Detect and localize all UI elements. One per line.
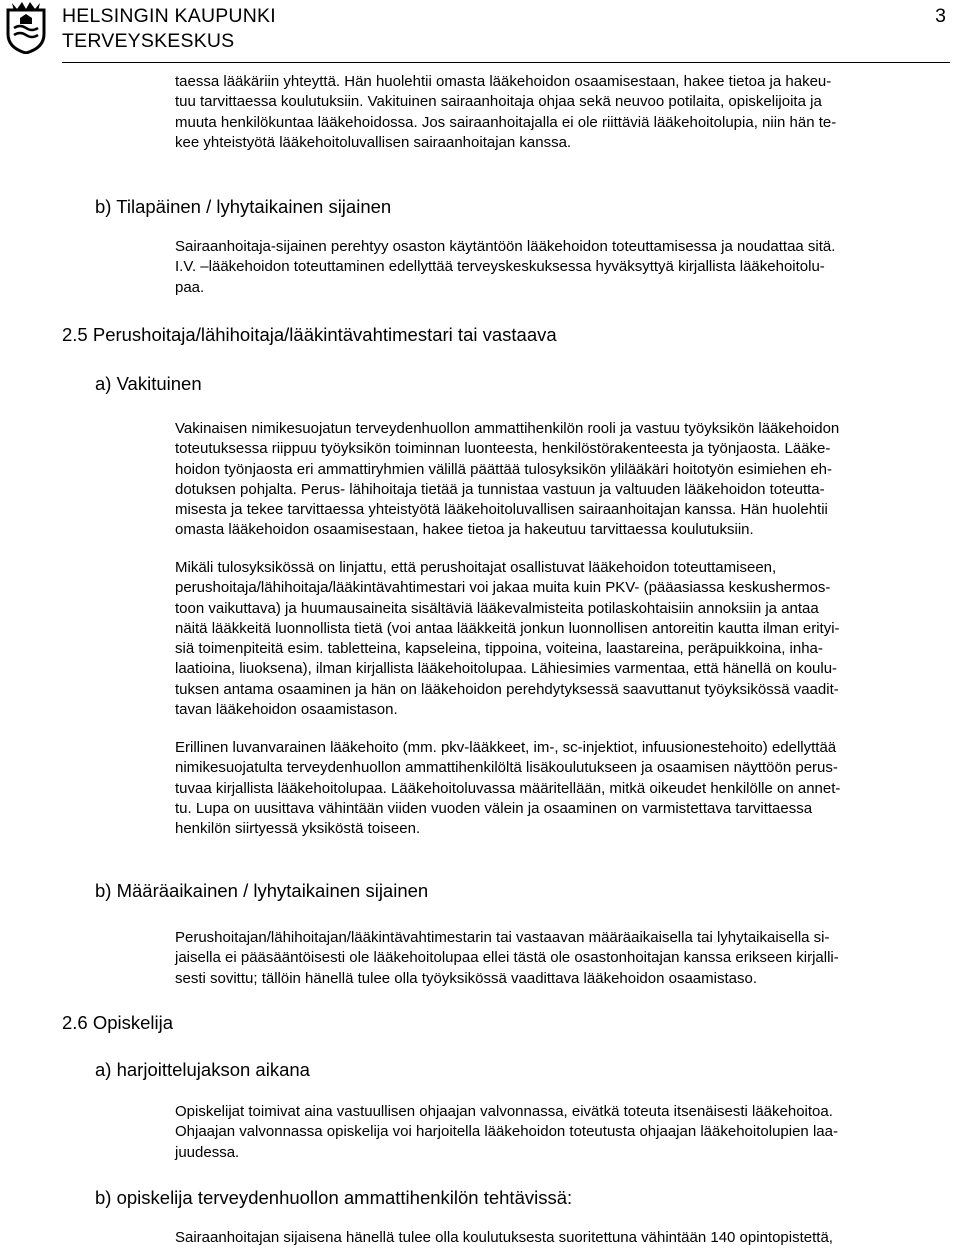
subheading-temporary-substitute: b) Tilapäinen / lyhytaikainen sijainen bbox=[95, 196, 392, 217]
organization-department: TERVEYSKESKUS bbox=[62, 30, 235, 52]
subheading-fixed-term-substitute: b) Määräaikainen / lyhytaikainen sijainen bbox=[95, 880, 429, 901]
paragraph-licensed-medication: Erillinen luvanvarainen lääkehoito (mm. pkv-lääkkeet, im-, sc-injektiot, infuusionestehoito) edellyttää nimikesuojatulta terveydenhuollon ammattihenkilöltä lisäkoulutukseen ja osaamisen näyttöön perus- tuvaa kirjallista lääkehoitolupaa. Lääkehoitoluvassa määritellään, mitkä oikeudet henkilölle on annet- tu. Lupa on uusittava vähintään viiden vuoden välein ja osaaminen on varmistettava tarvittaessa henkilön siirtyessä yksiköstä toiseen. bbox=[175, 739, 841, 838]
header-divider bbox=[62, 62, 950, 63]
subheading-during-internship: a) harjoittelujakson aikana bbox=[95, 1059, 310, 1080]
subheading-permanent: a) Vakituinen bbox=[95, 373, 202, 394]
section-heading-2-6: 2.6 Opiskelija bbox=[62, 1012, 174, 1033]
helsinki-crest-icon bbox=[0, 0, 52, 54]
page-header bbox=[0, 0, 960, 58]
paragraph-medication-distribution: Mikäli tulosyksikössä on linjattu, että perushoitajat osallistuvat lääkehoidon toteuttamiseen, perushoitaja/lähihoitaja/lääkintävahtimestari voi jakaa muita kuin PKV- (pääasiassa keskushermos- toon vaikuttava) ja huumausaineita sisältäviä lääkevalmisteita potilaskohtaisiin annoksiin ja antaa näitä lääkkeitä luonnollista tietä (voi antaa lääkkeitä jonkun luonnollisen antoreitin kautta ilman erityi- siä toimenpiteitä esim. tabletteina, kapseleina, tippoina, voiteina, laastareina, peräpuikkoina, inha- laatioina, liuoksena), ilman kirjallista lääkehoitolupaa. Lähiesimies varmentaa, että hänellä on koulu- tuksen antama osaaminen ja hän on lääkehoidon perehdytyksessä saavuttanut työyksikössä vaadit- tavan lääkehoidon osaamistason. bbox=[175, 559, 840, 719]
subheading-student-professional-duties: b) opiskelija terveydenhuollon ammattihenkilön tehtävissä: bbox=[95, 1187, 573, 1208]
organization-city: HELSINGIN KAUPUNKI bbox=[62, 5, 276, 27]
paragraph-student-professional-duties: Sairaanhoitajan sijaisena hänellä tulee olla koulutuksesta suoritettuna vähintään 140 opintopistettä, bbox=[175, 1229, 833, 1246]
paragraph-fixed-term-substitute: Perushoitajan/lähihoitajan/lääkintävahtimestarin tai vastaavan määräaikaisella tai lyhytaikaisella si- jaisella ei pääsääntöisesti ole lääkehoitolupaa ellei tästä ole osastonhoitajan kanssa erikseen kirjalli- sesti sovittu; tällöin hänellä tulee olla työyksikössä vaadittava lääkehoidon osaamistaso. bbox=[175, 929, 839, 987]
paragraph-during-internship: Opiskelijat toimivat aina vastuullisen ohjaajan valvonnassa, eivätkä toteuta itsenäisesti lääkehoitoa. Ohjaajan valvonnassa opiskelija voi harjoitella lääkehoidon toteutusta ohjaajan lääkehoitolupien laa- juudessa. bbox=[175, 1103, 838, 1161]
paragraph-permanent-role: Vakinaisen nimikesuojatun terveydenhuollon ammattihenkilön rooli ja vastuu työyksikön lääkehoidon toteutuksessa riippuu työyksikön toiminnan luonteesta, henkilöstörakenteesta ja työnjaosta. Lääke- hoidon työnjaosta eri ammattiryhmien välillä päättää tulosyksikön ylilääkäri hoitotyön esimiehen eh- dotuksen pohjalta. Perus- lähihoitaja tietää ja tunnistaa vastuun ja valtuuden lääkehoidon toteutta- misesta ja tekee tarvittaessa yhteistyötä lääkehoitoluvallisen sairaanhoitajan kanssa. Hän huolehtii omasta lääkehoidon osaamisestaan, hakee tietoa ja hakeutuu tarvittaessa koulutuksiin. bbox=[175, 420, 840, 539]
organization-name bbox=[62, 4, 276, 54]
section-heading-2-5: 2.5 Perushoitaja/lähihoitaja/lääkintävahtimestari tai vastaava bbox=[62, 324, 557, 345]
page-number: 3 bbox=[935, 5, 946, 27]
intro-continuation-paragraph: taessa lääkäriin yhteyttä. Hän huolehtii omasta lääkehoidon osaamisestaan, hakee tietoa ja hakeu- tuu tarvittaessa koulutuksiin. Vakituinen sairaanhoitaja ohjaa sekä neuvoo potilaita, opiskelijoita ja muuta henkilökuntaa lääkehoidossa. Jos sairaanhoitajalla ei ole riittäviä lääkehoitolupia, niin hän te- kee yhteistyötä lääkehoitoluvallisen sairaanhoitajan kanssa. bbox=[175, 73, 837, 151]
paragraph-temporary-substitute: Sairaanhoitaja-sijainen perehtyy osaston käytäntöön lääkehoidon toteuttamisessa ja noudattaa sitä. I.V. –lääkehoidon toteuttaminen edellyttää terveyskeskuksessa hyväksyttyä kirjallista lääkehoitolu- paa. bbox=[175, 238, 836, 296]
